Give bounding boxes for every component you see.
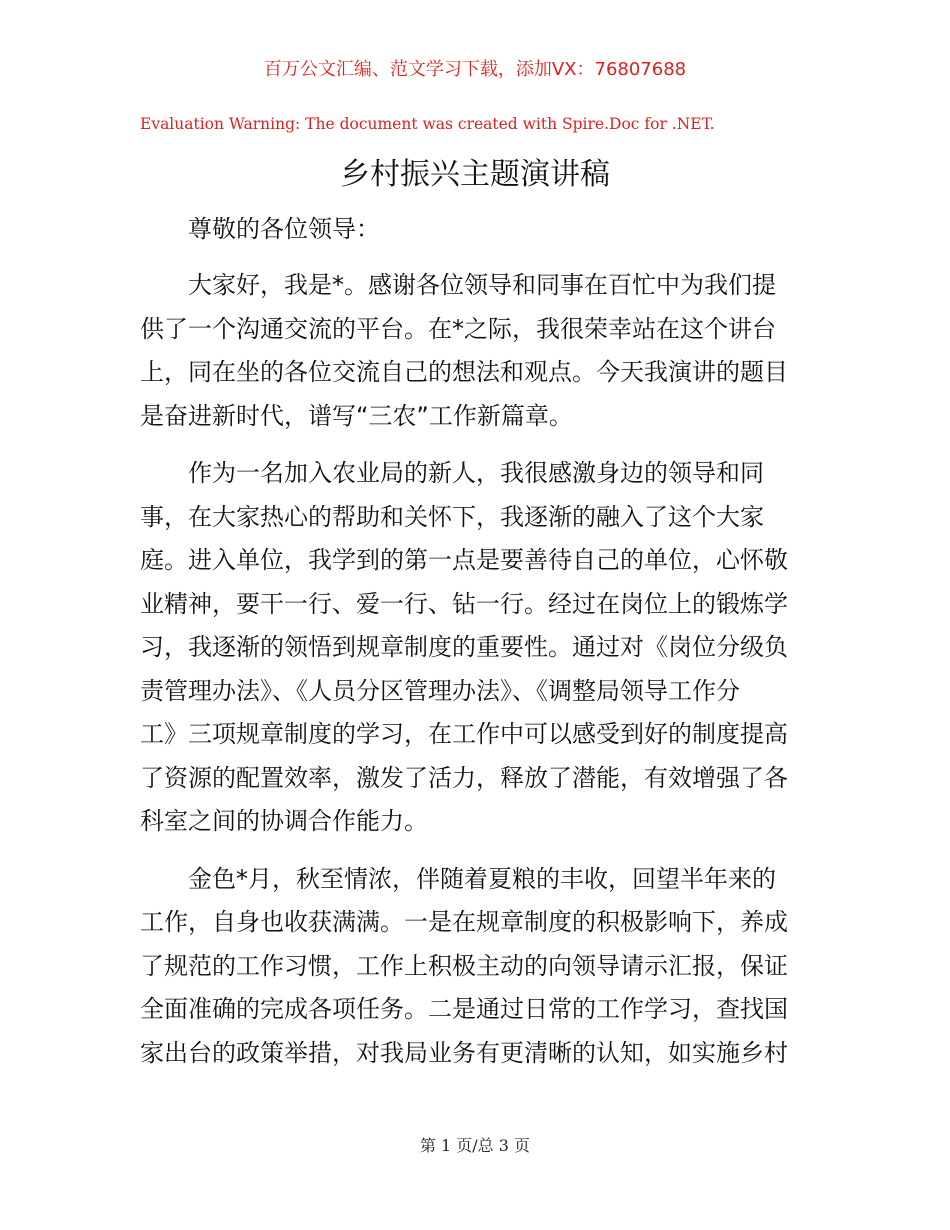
paragraph-line: 家出台的政策举措，对我局业务有更清晰的认知，如实施乡村 bbox=[140, 1038, 788, 1067]
paragraph-line: 科室之间的协调合作能力。 bbox=[140, 807, 428, 835]
page-indicator: 第 1 页/总 3 页 bbox=[419, 1136, 531, 1155]
paragraph-line: 金色*月，秋至情浓，伴随着夏粮的丰收，回望半年来的 bbox=[188, 864, 776, 893]
evaluation-warning: Evaluation Warning: The document was created with Spire.Doc for .NET. bbox=[140, 115, 715, 133]
paragraph-line: 了规范的工作习惯，工作上积极主动的向领导请示汇报，保证 bbox=[140, 951, 788, 980]
salutation: 尊敬的各位领导： bbox=[188, 215, 380, 243]
paragraph-3 bbox=[140, 858, 812, 1076]
paragraph-line: 责管理办法》、《人员分区管理办法》、《调整局领导工作分 bbox=[140, 676, 740, 705]
paragraph-line: 上，同在坐的各位交流自己的想法和观点。今天我演讲的题目 bbox=[140, 358, 788, 386]
header-banner: 百万公文汇编、范文学习下载，添加VX：76807688 bbox=[263, 59, 687, 80]
paragraph-line: 业精神，要干一行、爱一行、钻一行。经过在岗位上的锻炼学 bbox=[140, 589, 788, 618]
paragraph-line: 事，在大家热心的帮助和关怀下，我逐渐的融入了这个大家 bbox=[140, 502, 764, 531]
paragraph-line: 供了一个沟通交流的平台。在*之际，我很荣幸站在这个讲台 bbox=[140, 314, 776, 343]
paragraph-line: 工作，自身也收获满满。一是在规章制度的积极影响下，养成 bbox=[140, 908, 788, 936]
paragraph-line: 大家好，我是*。感谢各位领导和同事在百忙中为我们提 bbox=[188, 271, 776, 299]
document-title: 乡村振兴主题演讲稿 bbox=[340, 157, 610, 192]
paragraph-1 bbox=[140, 264, 812, 438]
paragraph-line: 习，我逐渐的领悟到规章制度的重要性。通过对《岗位分级负 bbox=[140, 633, 788, 661]
paragraph-line: 全面准确的完成各项任务。二是通过日常的工作学习，查找国 bbox=[140, 995, 788, 1023]
document-body bbox=[140, 207, 812, 1089]
paragraph-line: 工》三项规章制度的学习，在工作中可以感受到好的制度提高 bbox=[140, 720, 788, 748]
paragraph-line: 庭。进入单位，我学到的第一点是要善待自己的单位，心怀敬 bbox=[140, 546, 788, 574]
paragraph-2 bbox=[140, 452, 812, 844]
paragraph-line: 是奋进新时代，谱写“三农”工作新篇章。 bbox=[140, 401, 573, 430]
paragraph-line: 作为一名加入农业局的新人，我很感激身边的领导和同 bbox=[188, 459, 764, 487]
paragraph-line: 了资源的配置效率，激发了活力，释放了潜能，有效增强了各 bbox=[140, 763, 788, 792]
